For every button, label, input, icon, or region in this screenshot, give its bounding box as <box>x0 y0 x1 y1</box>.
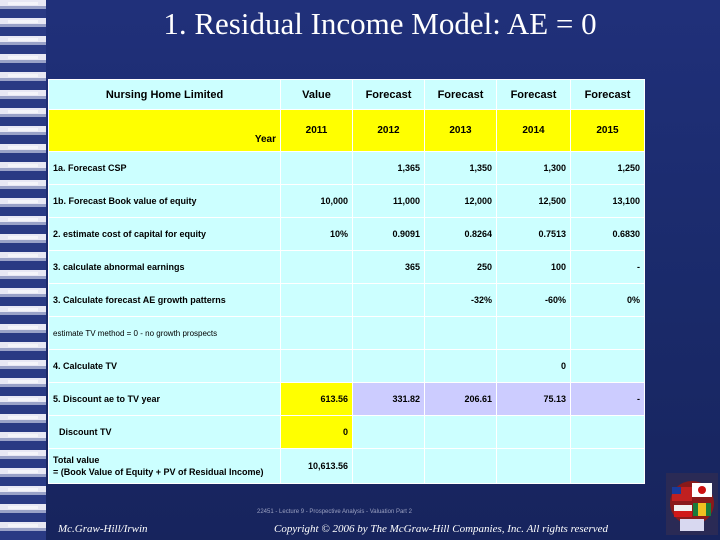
slide-title: 1. Residual Income Model: AE = 0 <box>163 6 597 41</box>
table-row <box>49 251 645 284</box>
table-cell <box>281 317 353 350</box>
year-cell: 2015 <box>571 110 645 152</box>
table-cell: 13,100 <box>571 185 645 218</box>
table-cell: -60% <box>497 284 571 317</box>
header-forecast: Forecast <box>353 80 425 110</box>
table-cell: - <box>571 383 645 416</box>
table-cell: 613.56 <box>281 383 353 416</box>
table-cell: 75.13 <box>497 383 571 416</box>
table-cell: 0.7513 <box>497 218 571 251</box>
copyright-text: Copyright © 2006 by The McGraw-Hill Companies, Inc. All rights reserved <box>274 523 609 535</box>
table-cell: 0.9091 <box>353 218 425 251</box>
table-cell <box>425 317 497 350</box>
table-cell <box>281 251 353 284</box>
year-row <box>49 110 645 152</box>
row-label: 3. Calculate forecast AE growth patterns <box>49 284 281 317</box>
table-cell: 10,613.56 <box>281 449 353 484</box>
table-cell: 1,350 <box>425 152 497 185</box>
table-cell <box>571 317 645 350</box>
table-row <box>49 218 645 251</box>
row-label: 1a. Forecast CSP <box>49 152 281 185</box>
header-forecast: Forecast <box>571 80 645 110</box>
header-company: Nursing Home Limited <box>49 80 281 110</box>
table-row <box>49 185 645 218</box>
row-label: 1b. Forecast Book value of equity <box>49 185 281 218</box>
row-label: estimate TV method = 0 - no growth prospects <box>49 317 281 350</box>
table-row <box>49 152 645 185</box>
table-cell: 0 <box>497 350 571 383</box>
table-cell <box>497 416 571 449</box>
header-row <box>49 80 645 110</box>
table-cell <box>571 449 645 484</box>
row-label: Total value = (Book Value of Equity + PV of Residual Income) <box>49 449 281 484</box>
table-cell <box>425 350 497 383</box>
footer-bar <box>0 521 720 540</box>
table-cell: 0.8264 <box>425 218 497 251</box>
table-cell: 0 <box>281 416 353 449</box>
table-cell: 12,000 <box>425 185 497 218</box>
table-cell: 206.61 <box>425 383 497 416</box>
table-cell: -32% <box>425 284 497 317</box>
row-label: 3. calculate abnormal earnings <box>49 251 281 284</box>
year-cell: 2014 <box>497 110 571 152</box>
table-cell: 1,250 <box>571 152 645 185</box>
table-cell <box>425 449 497 484</box>
table-cell <box>281 350 353 383</box>
table-row <box>49 317 645 350</box>
valuation-table <box>48 79 644 484</box>
row-label: 2. estimate cost of capital for equity <box>49 218 281 251</box>
table-cell: 365 <box>353 251 425 284</box>
table-cell <box>497 317 571 350</box>
year-cell: 2013 <box>425 110 497 152</box>
table-cell: 0.6830 <box>571 218 645 251</box>
table-row <box>49 383 645 416</box>
year-cell: 2011 <box>281 110 353 152</box>
publisher-label: Mc.Graw-Hill/Irwin <box>58 523 148 535</box>
table-cell <box>571 350 645 383</box>
row-label: Discount TV <box>49 416 281 449</box>
table-row <box>49 284 645 317</box>
table-cell: 0% <box>571 284 645 317</box>
row-label: 4. Calculate TV <box>49 350 281 383</box>
table-cell <box>425 416 497 449</box>
table-cell <box>281 152 353 185</box>
table-row <box>49 350 645 383</box>
table-cell: 331.82 <box>353 383 425 416</box>
header-forecast: Forecast <box>497 80 571 110</box>
table-cell <box>353 284 425 317</box>
table-cell <box>353 449 425 484</box>
table-cell: 10% <box>281 218 353 251</box>
year-cell: 2012 <box>353 110 425 152</box>
table-cell <box>571 416 645 449</box>
header-value: Value <box>281 80 353 110</box>
year-label: Year <box>49 110 281 152</box>
table-row <box>49 416 645 449</box>
spiral-rings-decoration <box>8 0 38 540</box>
table-cell: 250 <box>425 251 497 284</box>
row-label: 5. Discount ae to TV year <box>49 383 281 416</box>
table-cell: 11,000 <box>353 185 425 218</box>
table-row <box>49 449 645 484</box>
table-cell: 12,500 <box>497 185 571 218</box>
table-cell: - <box>571 251 645 284</box>
table-cell <box>497 449 571 484</box>
table-cell <box>353 317 425 350</box>
table-cell <box>353 416 425 449</box>
table-cell <box>281 284 353 317</box>
table-cell <box>353 350 425 383</box>
table-cell: 10,000 <box>281 185 353 218</box>
table-cell: 100 <box>497 251 571 284</box>
header-forecast: Forecast <box>425 80 497 110</box>
lecture-note: 22451 - Lecture 9 - Prospective Analysis - Valuation Part 2 <box>257 509 412 515</box>
table-cell: 1,365 <box>353 152 425 185</box>
table-cell: 1,300 <box>497 152 571 185</box>
